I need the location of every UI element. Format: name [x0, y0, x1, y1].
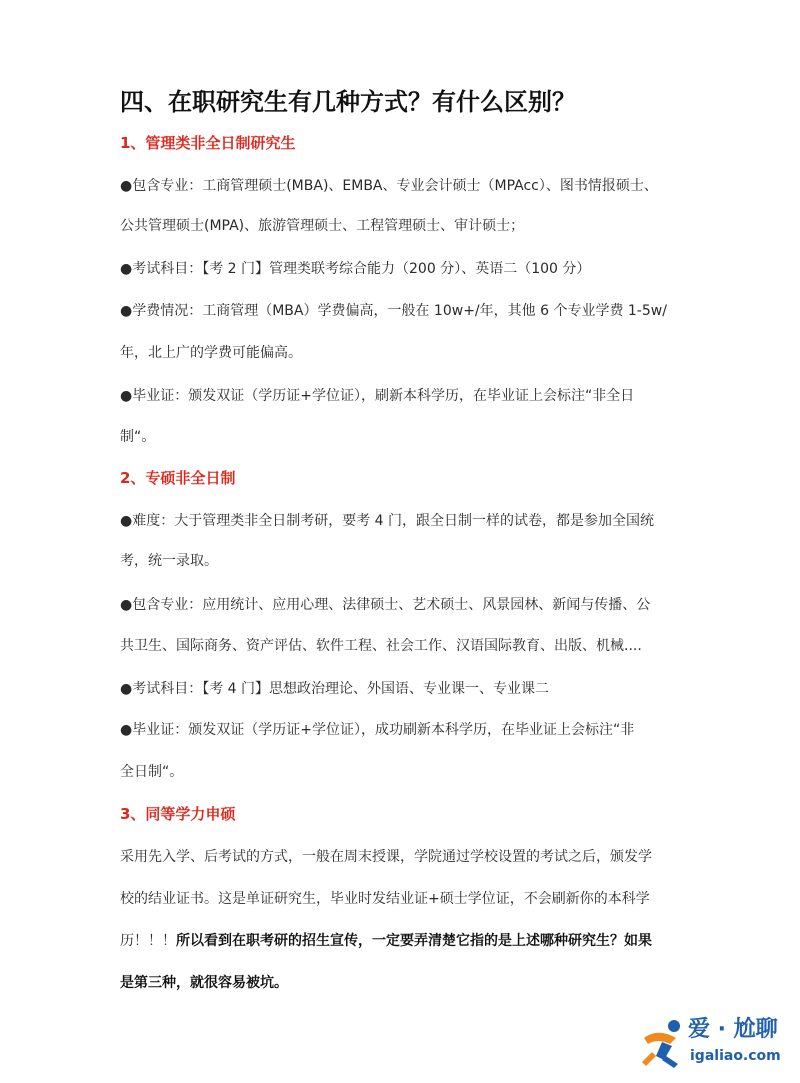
section-1-line: 公共管理硕士(MPA)、旅游管理硕士、工程管理硕士、审计硕士； — [120, 218, 525, 234]
section-1-line: ●考试科目：【考 2 门】管理类联考综合能力（200 分）、英语二（100 分） — [120, 261, 591, 277]
section-1-line: ●包含专业：工商管理硕士(MBA)、EMBA、专业会计硕士（MPAcc）、图书情报硕士、 — [120, 178, 658, 194]
section-2-line: 全日制“。 — [120, 764, 184, 780]
logo-url: igaliao.com — [690, 1048, 781, 1064]
section-1-line: 制“。 — [120, 429, 156, 445]
page-title: 四、在职研究生有几种方式？有什么区别？ — [120, 88, 576, 116]
logo-name: 爱 · 尬聊 — [688, 1017, 778, 1042]
section-2-heading: 2、专硕非全日制 — [120, 469, 236, 487]
section-1-heading: 1、管理类非全日制研究生 — [120, 134, 296, 152]
section-2-line: ●包含专业：应用统计、应用心理、法律硕士、艺术硕士、风景园林、新闻与传播、公 — [120, 597, 651, 613]
section-3-line: 校的结业证书。这是单证研究生，毕业时发结业证+硕士学位证，不会刷新你的本科学 — [120, 891, 650, 907]
section-3-line-bold: 所以看到在职考研的招生宣传，一定要弄清楚它指的是上述哪种研究生？如果 — [176, 933, 652, 949]
section-2-line: ●考试科目：【考 4 门】思想政治理论、外国语、专业课一、专业课二 — [120, 681, 550, 697]
section-3-bold-line: 是第三种，就很容易被坑。 — [120, 975, 288, 991]
section-1-line: ●毕业证：颁发双证（学历证+学位证），刷新本科学历，在毕业证上会标注“非全日 — [120, 388, 635, 404]
section-2-line: ●难度：大于管理类非全日制考研，要考 4 门，跟全日制一样的试卷，都是参加全国统 — [120, 513, 655, 529]
section-1-line: 年，北上广的学费可能偏高。 — [120, 345, 302, 361]
running-figure-icon — [636, 1016, 690, 1070]
site-logo — [636, 1012, 796, 1074]
section-2-line: ●毕业证：颁发双证（学历证+学位证），成功刷新本科学历，在毕业证上会标注“非 — [120, 722, 635, 738]
section-3-mixed-line — [120, 929, 652, 953]
section-3-heading: 3、同等学力申硕 — [120, 805, 236, 823]
section-1-line: ●学费情况：工商管理（MBA）学费偏高，一般在 10w+/年，其他 6 个专业学费 1-5w/ — [120, 303, 667, 319]
section-3-line-normal: 历！！！ — [120, 933, 176, 949]
section-2-line: 共卫生、国际商务、资产评估、软件工程、社会工作、汉语国际教育、出版、机械.... — [120, 638, 642, 654]
section-2-line: 考，统一录取。 — [120, 553, 218, 569]
section-3-line: 采用先入学、后考试的方式，一般在周末授课，学院通过学校设置的考试之后，颁发学 — [120, 849, 652, 865]
